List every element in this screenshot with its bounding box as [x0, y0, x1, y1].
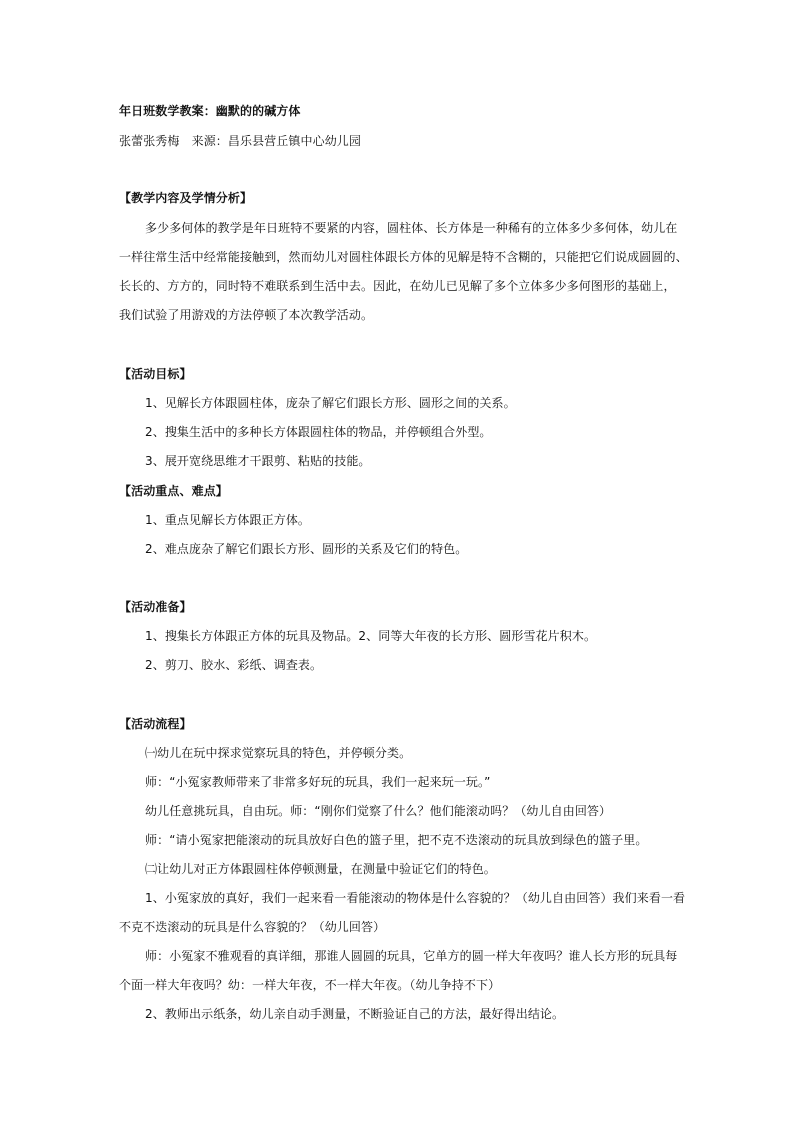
paragraph-line: 长长的、方方的，同时特不难联系到生活中去。因此，在幼儿已见解了多个立体多少多何图形的基础上， [119, 279, 676, 293]
paragraph-line: ㈡让幼儿对正方体跟圆柱体停顿测量，在测量中验证它们的特色。 [145, 862, 496, 876]
paragraph-line: ㈠幼儿在玩中探求觉察玩具的特色，并停顿分类。 [145, 746, 412, 760]
section-heading-preparation: 【活动准备】 [119, 600, 192, 614]
paragraph-line: 师：小冤家不雅观看的真详细，那谁人圆圆的玩具，它单方的圆一样大年夜吗？谁人长方形的玩具每 [145, 949, 678, 963]
paragraph-line: 多少多何体的教学是年日班特不要紧的内容，圆柱体、长方体是一种稀有的立体多少多何体，幼儿在 [145, 221, 678, 235]
section-heading-process: 【活动流程】 [119, 717, 192, 731]
section-heading-analysis: 【教学内容及学情分析】 [119, 191, 253, 205]
paragraph-line: 我们试验了用游戏的方法停顿了本次教学活动。 [119, 308, 374, 322]
list-item: 2、搜集生活中的多种长方体跟圆柱体的物品，并停顿组合外型。 [145, 425, 492, 439]
paragraph-line: 不克不迭滚动的玩具是什么容貌的？（幼儿回答） [119, 920, 386, 934]
paragraph-line: 一样往常生活中经常能接触到，然而幼儿对圆柱体跟长方体的见解是特不含糊的，只能把它们说成圆圆的、 [119, 250, 688, 264]
paragraph-line: 师：“小冤家教师带来了非常多好玩的玩具，我们一起来玩一玩。” [145, 775, 491, 789]
list-item: 3、展开宽绕思维才干跟剪、粘贴的技能。 [145, 454, 371, 468]
document-author: 张蕾张秀梅 来源：昌乐县营丘镇中心幼儿园 [119, 134, 362, 148]
list-item: 2、难点庞杂了解它们跟长方形、圆形的关系及它们的特色。 [145, 542, 468, 556]
paragraph-line: 2、教师出示纸条，幼儿亲自动手测量，不断验证自己的方法，最好得出结论。 [145, 1007, 565, 1021]
list-item: 2、剪刀、胶水、彩纸、调查表。 [145, 658, 323, 672]
section-heading-goals: 【活动目标】 [119, 367, 192, 381]
paragraph-line: 1、小冤家放的真好，我们一起来看一看能滚动的物体是什么容貌的？（幼儿自由回答）我们来看一看 [145, 891, 686, 905]
paragraph-line: 个面一样大年夜吗？幼：一样大年夜，不一样大年夜。（幼儿争持不下） [119, 978, 501, 992]
list-item: 1、搜集长方体跟正方体的玩具及物品。2、同等大年夜的长方形、圆形雪花片积木。 [145, 629, 597, 643]
section-heading-key-points: 【活动重点、难点】 [119, 484, 228, 498]
list-item: 1、重点见解长方体跟正方体。 [145, 513, 311, 527]
paragraph-line: 师：“请小冤家把能滚动的玩具放好白色的篮子里，把不克不迭滚动的玩具放到绿色的篮子里。 [145, 833, 648, 847]
document-title: 年日班数学教案：幽默的的碱方体 [119, 104, 301, 118]
paragraph-line: 幼儿任意挑玩具，自由玩。师：“刚你们觉察了什么？他们能滚动吗？（幼儿自由回答） [145, 804, 612, 818]
list-item: 1、见解长方体跟圆柱体，庞杂了解它们跟长方形、圆形之间的关系。 [145, 396, 516, 410]
